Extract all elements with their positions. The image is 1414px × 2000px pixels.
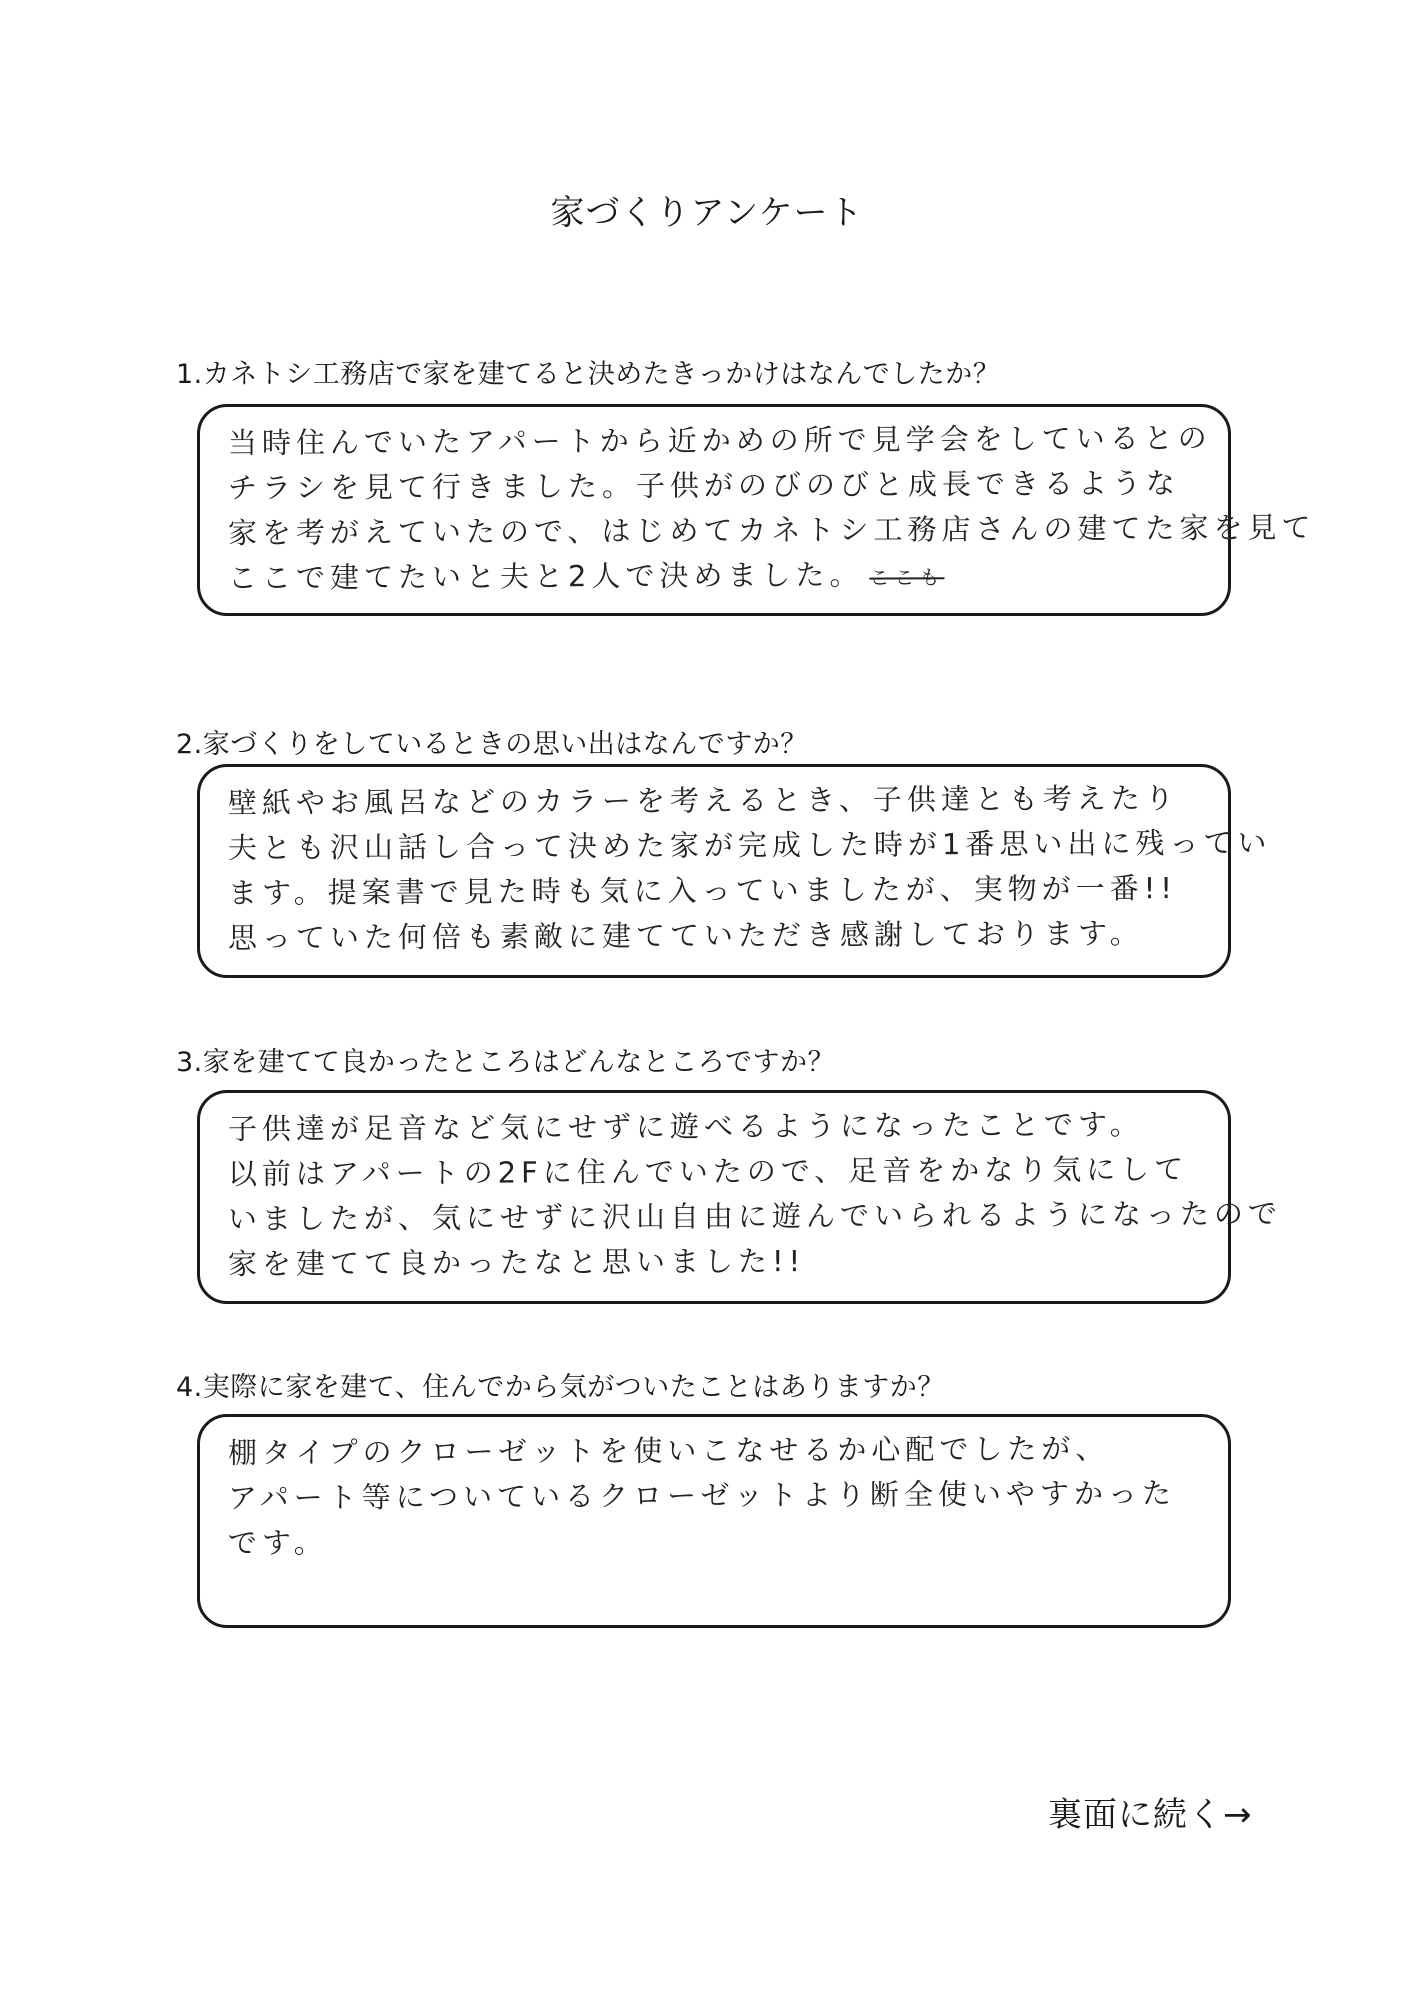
- answer-4-line-3: です。: [227, 1525, 328, 1560]
- struck-out-text: ここも: [869, 565, 945, 590]
- answer-1-line-1: 当時住んでいたアパートから近かめの所で見学会をしているとの: [227, 420, 1212, 460]
- answer-box-3: [197, 1090, 1283, 1304]
- question-3-label: 3.家を建てて良かったところはどんなところですか？: [176, 1047, 835, 1078]
- answer-2-line-1: 壁紙やお風呂などのカラーを考えるとき、子供達とも考えたり: [227, 781, 1179, 820]
- continue-on-back-label: 裏面に続く→: [1048, 1795, 1253, 1835]
- answer-4-line-1: 棚タイプのクローゼットを使いこなせるか心配でしたが、: [227, 1431, 1110, 1470]
- answer-3-line-1: 子供達が足音など気にせずに遊べるようになったことです。: [227, 1107, 1144, 1146]
- answer-3-line-2: 以前はアパートの2Fに住んでいたので、足音をかなり気にして: [227, 1151, 1189, 1191]
- answer-4-line-2: アパート等についているクローゼットより断全使いやすかった: [227, 1476, 1177, 1515]
- question-2-label: 2.家づくりをしているときの思い出はなんですか？: [176, 729, 808, 760]
- answer-1-line-4-text: ここで建てたいと夫と2人で決めました。: [227, 557, 864, 595]
- answer-2-line-4: 思っていた何倍も素敵に建てていただき感謝しております。: [227, 916, 1144, 955]
- page-title: 家づくりアンケート: [550, 193, 864, 233]
- answer-box-1: [197, 404, 1316, 616]
- answer-2-line-2: 夫とも沢山話し合って決めた家が完成した時が1番思い出に残ってい: [227, 825, 1272, 865]
- answer-1-line-4: [228, 551, 1200, 604]
- question-1-label: 1.カネトシ工務店で家を建てると決めたきっかけはなんでしたか？: [176, 359, 1001, 390]
- answer-box-4: [197, 1414, 1231, 1628]
- answer-3-line-4: 家を建てて良かったなと思いました!!: [227, 1243, 806, 1281]
- answer-1-line-2: チラシを見て行きました。子供がのびのびと成長できるような: [227, 466, 1181, 505]
- answer-2-line-3: ます。提案書で見た時も気に入っていましたが、実物が一番!!: [227, 871, 1178, 910]
- question-4-label: 4.実際に家を建て、住んでから気がついたことはありますか？: [176, 1372, 945, 1403]
- answer-1-line-3: 家を考がえていたので、はじめてカネトシ工務店さんの建てた家を見て: [227, 510, 1316, 550]
- answer-box-2: [197, 764, 1272, 978]
- answer-3-line-3: いましたが、気にせずに沢山自由に遊んでいられるようになったので: [227, 1196, 1283, 1236]
